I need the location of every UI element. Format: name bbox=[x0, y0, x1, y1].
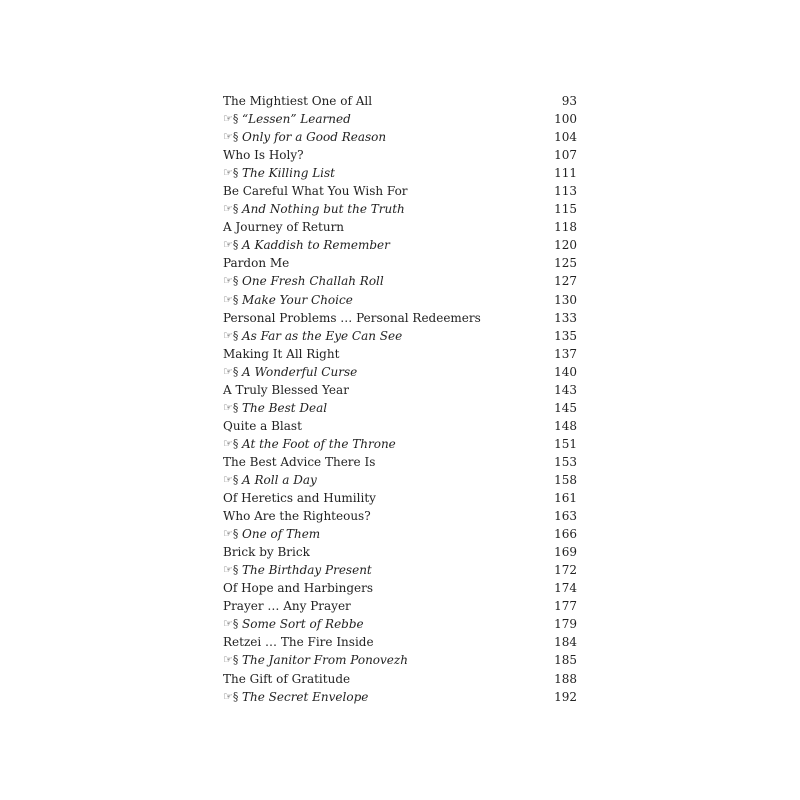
toc-entry bbox=[223, 254, 577, 272]
toc-entry-title: Be Careful What You Wish For bbox=[223, 184, 408, 199]
hand-ornament-icon: ☞§ bbox=[223, 130, 239, 144]
toc-entry-title: Brick by Brick bbox=[223, 545, 310, 560]
toc-page-number: 163 bbox=[554, 509, 577, 524]
toc-page-number: 153 bbox=[554, 454, 577, 469]
toc-entry-title: “Lessen” Learned bbox=[242, 112, 351, 127]
toc-entry bbox=[223, 507, 577, 525]
hand-ornament-icon: ☞§ bbox=[223, 166, 239, 180]
toc-subentry bbox=[223, 128, 577, 146]
hand-ornament-icon: ☞§ bbox=[223, 238, 239, 252]
toc-subentry bbox=[223, 435, 577, 453]
toc-entry bbox=[223, 146, 577, 164]
toc-page-number: 93 bbox=[561, 94, 577, 108]
toc-subentry bbox=[223, 327, 577, 345]
hand-ornament-icon: ☞§ bbox=[223, 328, 239, 342]
toc-entry-title: A Kaddish to Remember bbox=[242, 238, 390, 253]
toc-page-number: 100 bbox=[554, 112, 577, 127]
toc-entry-title: Make Your Choice bbox=[242, 292, 353, 307]
toc-subentry bbox=[223, 525, 577, 543]
toc-page-number: 174 bbox=[554, 581, 577, 596]
toc-page-number: 185 bbox=[554, 653, 577, 668]
toc-entry-title: Retzei … The Fire Inside bbox=[223, 635, 374, 650]
toc-entry-title: Of Hope and Harbingers bbox=[223, 581, 374, 596]
toc-entry-title: A Wonderful Curse bbox=[242, 364, 358, 379]
toc-entry bbox=[223, 579, 577, 597]
hand-ornament-icon: ☞§ bbox=[223, 653, 239, 667]
toc-entry bbox=[223, 218, 577, 236]
toc-page-number: 130 bbox=[554, 292, 577, 307]
toc-page-number: 143 bbox=[554, 382, 577, 397]
toc-entry-title: A Truly Blessed Year bbox=[223, 382, 349, 397]
toc-entry-title: Making It All Right bbox=[223, 346, 340, 361]
toc-entry-title: A Roll a Day bbox=[242, 472, 317, 487]
hand-ornament-icon: ☞§ bbox=[223, 292, 239, 306]
toc-entry bbox=[223, 543, 577, 561]
toc-entry bbox=[223, 597, 577, 615]
toc-entry-title: The Janitor From Ponovezh bbox=[242, 653, 408, 668]
toc-subentry bbox=[223, 651, 577, 669]
toc-entry-title: Who Are the Righteous? bbox=[223, 509, 371, 524]
toc-page-number: 104 bbox=[554, 130, 577, 145]
toc-page-number: 115 bbox=[554, 202, 577, 217]
toc-page-number: 177 bbox=[554, 599, 577, 614]
toc-page-number: 179 bbox=[554, 617, 577, 632]
hand-ornament-icon: ☞§ bbox=[223, 527, 239, 541]
hand-ornament-icon: ☞§ bbox=[223, 364, 239, 378]
toc-page-number: 148 bbox=[554, 418, 577, 433]
toc-entry bbox=[223, 453, 577, 471]
toc-page-number: 107 bbox=[554, 148, 577, 163]
toc-entry-title: Only for a Good Reason bbox=[242, 130, 387, 145]
toc-entry bbox=[223, 345, 577, 363]
toc-page-number: 184 bbox=[554, 635, 577, 650]
toc-subentry bbox=[223, 291, 577, 309]
hand-ornament-icon: ☞§ bbox=[223, 472, 239, 486]
hand-ornament-icon: ☞§ bbox=[223, 689, 239, 703]
toc-entry-title: The Birthday Present bbox=[242, 563, 372, 578]
toc-page-number: 158 bbox=[554, 472, 577, 487]
toc-entry-title: Of Heretics and Humility bbox=[223, 491, 376, 506]
toc-page-number: 151 bbox=[554, 436, 577, 451]
toc-subentry bbox=[223, 272, 577, 290]
toc-page-number: 172 bbox=[554, 563, 577, 578]
toc-subentry bbox=[223, 399, 577, 417]
toc-entry bbox=[223, 381, 577, 399]
toc-page-number: 133 bbox=[554, 310, 577, 325]
toc-subentry bbox=[223, 561, 577, 579]
hand-ornament-icon: ☞§ bbox=[223, 400, 239, 414]
toc-page-number: 166 bbox=[554, 527, 577, 542]
toc-page-number: 135 bbox=[554, 328, 577, 343]
toc-entry bbox=[223, 417, 577, 435]
toc-entry bbox=[223, 670, 577, 688]
toc-entry-title: Prayer … Any Prayer bbox=[223, 599, 351, 614]
toc-entry bbox=[223, 182, 577, 200]
toc-subentry bbox=[223, 688, 577, 706]
toc-entry-title: The Best Advice There Is bbox=[223, 454, 376, 469]
toc-page-number: 118 bbox=[554, 220, 577, 235]
hand-ornament-icon: ☞§ bbox=[223, 617, 239, 631]
toc-subentry bbox=[223, 110, 577, 128]
toc-entry-title: Who Is Holy? bbox=[223, 148, 304, 163]
toc-entry bbox=[223, 633, 577, 651]
hand-ornament-icon: ☞§ bbox=[223, 563, 239, 577]
toc-subentry bbox=[223, 471, 577, 489]
toc-page-number: 111 bbox=[554, 166, 577, 181]
toc-subentry bbox=[223, 200, 577, 218]
toc-page-number: 169 bbox=[554, 545, 577, 560]
toc-entry bbox=[223, 309, 577, 327]
toc-page-number: 161 bbox=[554, 491, 577, 506]
toc-entry-title: The Best Deal bbox=[242, 400, 328, 415]
toc-page-number: 192 bbox=[554, 689, 577, 704]
toc-subentry bbox=[223, 164, 577, 182]
toc-page-number: 125 bbox=[554, 256, 577, 271]
toc-page-number: 137 bbox=[554, 346, 577, 361]
hand-ornament-icon: ☞§ bbox=[223, 112, 239, 126]
toc-page-number: 113 bbox=[554, 184, 577, 199]
toc-subentry bbox=[223, 236, 577, 254]
toc-entry-title: The Gift of Gratitude bbox=[223, 671, 351, 686]
toc-entry-title: And Nothing but the Truth bbox=[242, 202, 405, 217]
toc-entry-title: One Fresh Challah Roll bbox=[242, 274, 384, 289]
toc-entry-title: Some Sort of Rebbe bbox=[242, 617, 364, 632]
toc-entry-title: The Mightiest One of All bbox=[223, 94, 373, 108]
toc-entry-title: As Far as the Eye Can See bbox=[242, 328, 403, 343]
toc-entry-title: The Killing List bbox=[242, 166, 335, 181]
toc-entry-title: At the Foot of the Throne bbox=[242, 436, 396, 451]
toc-page-number: 188 bbox=[554, 671, 577, 686]
toc-page-number: 145 bbox=[554, 400, 577, 415]
toc-entry-title: Pardon Me bbox=[223, 256, 290, 271]
toc-entry-title: Personal Problems … Personal Redeemers bbox=[223, 310, 481, 325]
toc-entry-title: Quite a Blast bbox=[223, 418, 302, 433]
hand-ornament-icon: ☞§ bbox=[223, 202, 239, 216]
hand-ornament-icon: ☞§ bbox=[223, 436, 239, 450]
toc-page-number: 120 bbox=[554, 238, 577, 253]
toc-page-number: 127 bbox=[554, 274, 577, 289]
toc-subentry bbox=[223, 363, 577, 381]
hand-ornament-icon: ☞§ bbox=[223, 274, 239, 288]
toc-entry-title: The Secret Envelope bbox=[242, 689, 369, 704]
toc-entry-title: A Journey of Return bbox=[223, 220, 345, 235]
toc-subentry bbox=[223, 615, 577, 633]
toc-page-number: 140 bbox=[554, 364, 577, 379]
toc-entry bbox=[223, 92, 577, 110]
table-of-contents bbox=[223, 92, 577, 706]
toc-entry bbox=[223, 489, 577, 507]
toc-entry-title: One of Them bbox=[242, 527, 321, 542]
